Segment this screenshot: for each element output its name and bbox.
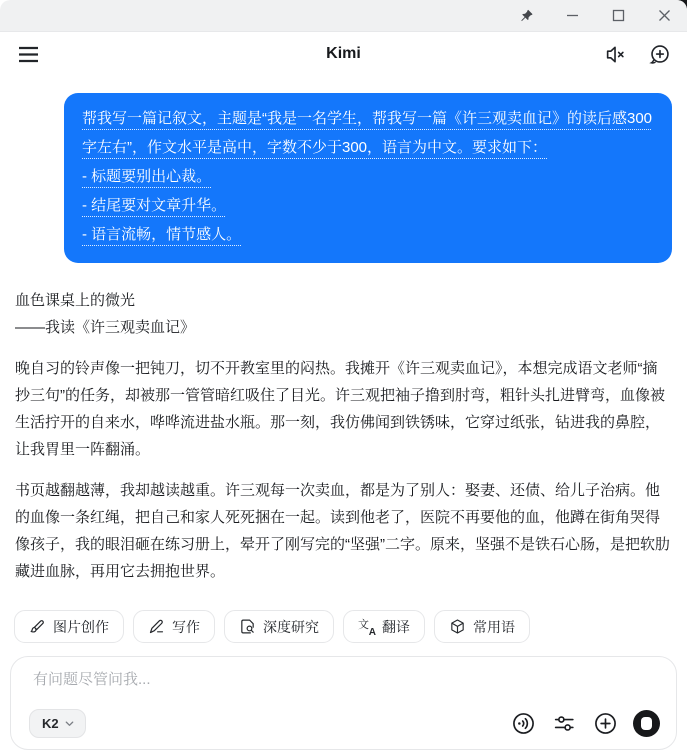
mute-speaker-icon[interactable] xyxy=(603,42,627,66)
minimize-icon[interactable] xyxy=(549,1,595,31)
translate-button[interactable] xyxy=(343,610,425,643)
phrases-button[interactable] xyxy=(434,610,530,643)
attach-plus-icon[interactable] xyxy=(592,711,618,737)
quick-action-label: 常用语 xyxy=(473,618,515,635)
assistant-message xyxy=(15,287,672,603)
user-message-requirement: - 标题要别出心裁。 xyxy=(82,168,212,185)
new-chat-icon[interactable] xyxy=(647,42,671,66)
deep-research-button[interactable] xyxy=(224,610,334,643)
hamburger-menu-icon[interactable] xyxy=(16,42,40,66)
quick-action-label: 翻译 xyxy=(382,618,410,635)
quick-action-label: 写作 xyxy=(172,618,200,635)
essay-subtitle: ——我读《许三观卖血记》 xyxy=(15,319,196,336)
phrases-cube-icon xyxy=(449,618,466,635)
quick-action-label: 图片创作 xyxy=(53,618,109,635)
maximize-icon[interactable] xyxy=(595,1,641,31)
voice-mode-button[interactable] xyxy=(633,710,660,737)
model-selector[interactable] xyxy=(29,709,86,738)
essay-paragraph: 书页越翻越薄，我却越读越重。许三观每一次卖血，都是为了别人：娶妻、还债、给儿子治病。他的血像一条红绳，把自己和家人死死捆在一起。读到他老了，医院不再要他的血，他蹲在街角哭得像孩子，我的眼泪砸在练习册上，晕开了刚写完的“坚强”二字。原来，坚强不是铁石心肠，是把软肋藏进血脉，再用它去拥抱世界。 xyxy=(15,482,670,580)
deep-research-icon xyxy=(239,618,256,635)
quick-action-bar xyxy=(14,610,530,643)
composer-icon-row xyxy=(510,710,660,737)
model-name: K2 xyxy=(42,716,59,731)
voice-input-icon[interactable] xyxy=(510,711,536,737)
chat-scroll-area[interactable] xyxy=(0,77,687,603)
essay-paragraph: 晚自习的铃声像一把钝刀，切不开教室里的闷热。我摊开《许三观卖血记》，本想完成语文老师“摘抄三句”的任务，却被那一管管暗红吸住了目光。许三观把袖子撸到肘弯，粗针头扎进臂弯，血像被生活拧开的自来水，哗哗流进盐水瓶。那一刻，我仿佛闻到铁锈味，它穿过纸张，钻进我的鼻腔，让我胃里一阵翻涌。 xyxy=(15,360,665,458)
translate-icon: 文 A xyxy=(358,619,376,638)
pin-icon[interactable] xyxy=(503,1,549,31)
close-icon[interactable] xyxy=(641,1,687,31)
user-message-requirement: - 结尾要对文章升华。 xyxy=(82,197,227,214)
writing-pen-icon xyxy=(148,618,165,635)
tools-sliders-icon[interactable] xyxy=(551,711,577,737)
user-message-requirement: - 语言流畅，情节感人。 xyxy=(82,226,242,243)
voice-mode-glyph xyxy=(641,717,652,730)
chevron-down-icon xyxy=(64,718,75,729)
image-create-button[interactable] xyxy=(14,610,124,643)
page-title: Kimi xyxy=(326,45,361,62)
user-message-bubble xyxy=(64,93,672,263)
user-message-text: 帮我写一篇记叙文，主题是“我是一名学生，帮我写一篇《许三观卖血记》的读后感300字左右”，作文水平是高中，字数不少于300，语言为中文。要求如下： xyxy=(82,110,653,156)
essay-title: 血色课桌上的微光 xyxy=(15,292,136,309)
quick-action-label: 深度研究 xyxy=(263,618,319,635)
titlebar xyxy=(0,0,687,32)
image-create-brush-icon xyxy=(29,618,46,635)
message-input[interactable] xyxy=(31,670,656,689)
composer xyxy=(10,656,677,750)
writing-button[interactable] xyxy=(133,610,215,643)
app-header xyxy=(0,32,687,76)
essay-paragraph xyxy=(15,599,672,603)
